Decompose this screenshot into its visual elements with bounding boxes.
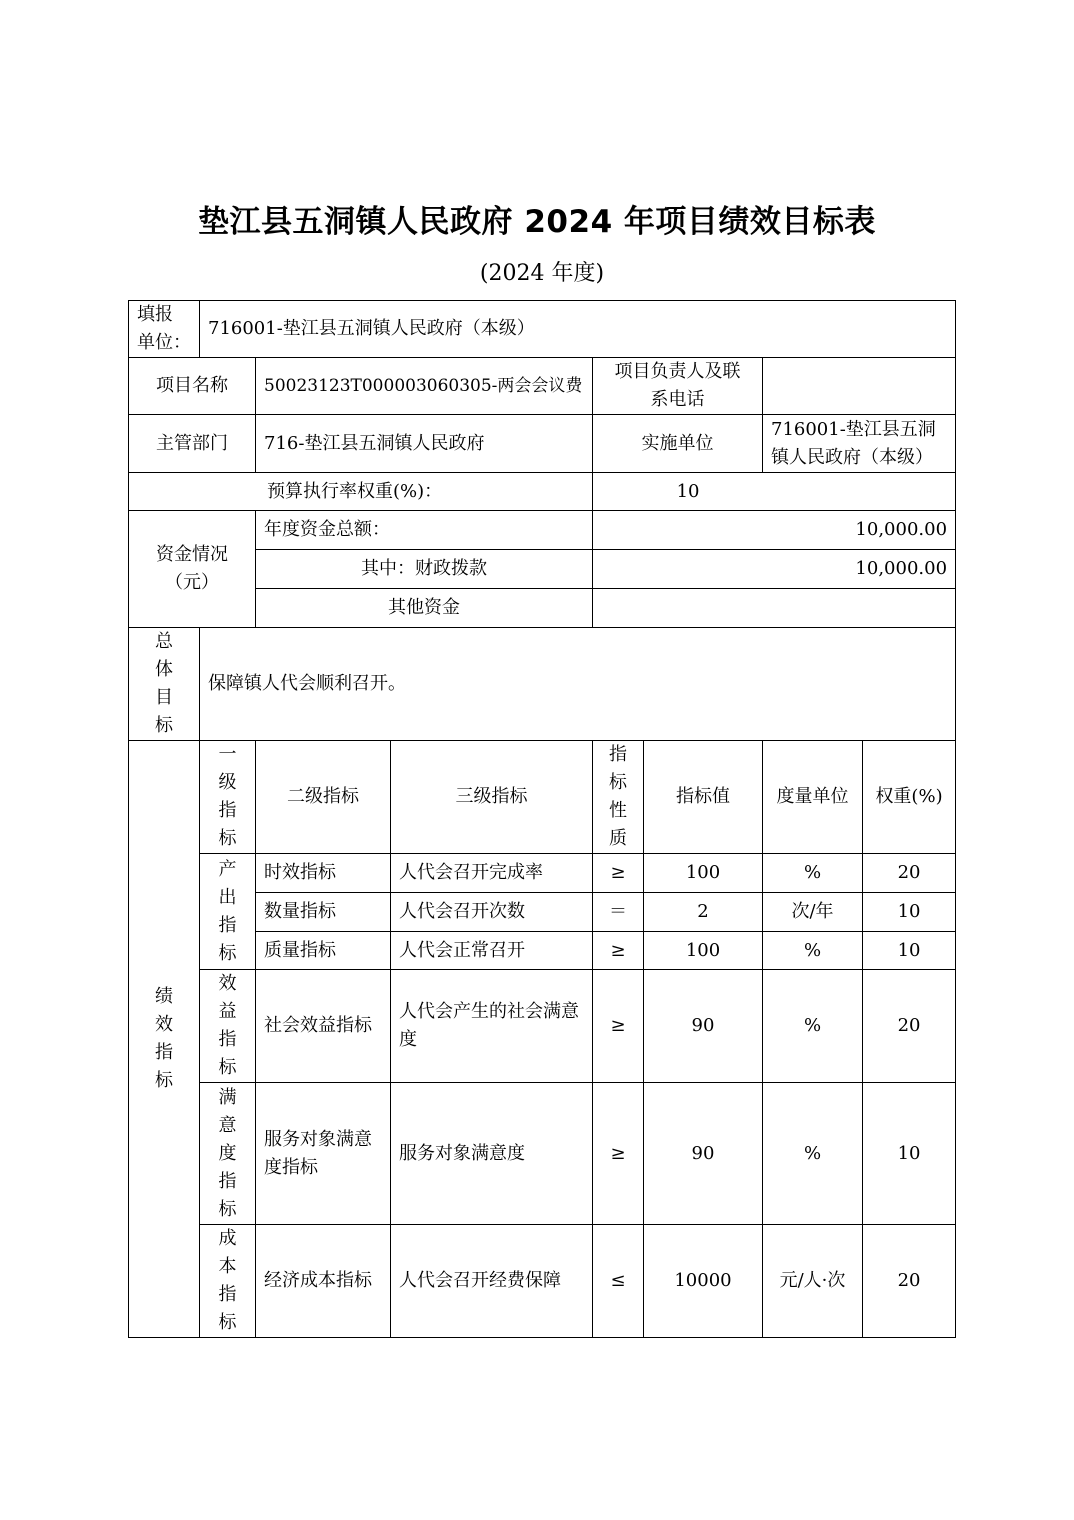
level1-indicator-char: 标 — [218, 942, 237, 964]
indicator-unit: % — [763, 970, 863, 1083]
indicator-value: 2 — [644, 893, 763, 932]
header-value: 指标值 — [644, 741, 763, 854]
level1-indicator-char: 产 — [218, 858, 237, 880]
indicator-weight: 20 — [863, 854, 956, 893]
overall-goal-label — [129, 628, 200, 741]
indicator-nature: ≤ — [593, 1225, 644, 1338]
page-title: 垫江县五洞镇人民政府 2024 年项目绩效目标表 — [198, 204, 876, 240]
performance-label-char: 标 — [155, 1070, 173, 1091]
header-nature-char: 性 — [609, 800, 627, 821]
header-weight: 权重(%) — [863, 741, 956, 854]
level1-indicator-char: 益 — [218, 1001, 237, 1022]
header-level1-char: 指 — [218, 800, 237, 821]
level1-indicator-char: 出 — [218, 886, 237, 908]
indicator-value: 100 — [644, 854, 763, 893]
header-nature-char: 标 — [609, 772, 627, 793]
indicator-row — [129, 854, 956, 893]
budget-weight-label: 预算执行率权重(%)： — [129, 473, 593, 511]
level2-indicator: 经济成本指标 — [256, 1225, 391, 1338]
level1-indicator-char: 指 — [218, 914, 237, 936]
fill-unit-label — [129, 301, 200, 358]
performance-table — [128, 300, 956, 1338]
overall-goal-label-char: 标 — [155, 715, 173, 736]
funds-fiscal-label: 其中：财政拨款 — [256, 550, 593, 589]
owner-label-line1: 项目负责人及联 — [614, 361, 741, 382]
impl-value-line2: 镇人民政府（本级） — [771, 446, 933, 468]
performance-indicators-label — [129, 741, 200, 1338]
funds-other-value — [593, 589, 956, 628]
header-level1-char: 一 — [218, 744, 237, 765]
indicator-nature: ≥ — [593, 932, 644, 970]
indicator-nature: ≥ — [593, 1083, 644, 1225]
level1-indicator — [200, 1225, 256, 1338]
level2-indicator: 质量指标 — [256, 932, 391, 970]
header-level3: 三级指标 — [391, 741, 593, 854]
impl-value — [763, 415, 956, 473]
funds-other-label: 其他资金 — [256, 589, 593, 628]
level1-indicator-char: 指 — [218, 1029, 237, 1050]
dept-label: 主管部门 — [129, 415, 256, 473]
header-level1-char: 标 — [218, 828, 237, 849]
indicator-value: 90 — [644, 970, 763, 1083]
project-name-value: 50023123T000003060305-两会会议费 — [256, 358, 593, 415]
indicator-weight: 20 — [863, 1225, 956, 1338]
level2-indicator: 数量指标 — [256, 893, 391, 932]
fill-unit-row — [129, 301, 956, 358]
level1-indicator-char: 效 — [218, 973, 237, 994]
owner-label — [593, 358, 763, 415]
header-unit: 度量单位 — [763, 741, 863, 854]
header-level1 — [200, 741, 256, 854]
level1-indicator-char: 标 — [218, 1057, 237, 1078]
overall-goal-label-char: 总 — [155, 631, 173, 652]
dept-row — [129, 415, 956, 473]
indicator-unit: 元/人·次 — [763, 1225, 863, 1338]
header-level2: 二级指标 — [256, 741, 391, 854]
indicator-row — [129, 970, 956, 1083]
overall-goal-label-char: 目 — [155, 687, 173, 708]
level3-indicator: 人代会召开经费保障 — [391, 1225, 593, 1338]
owner-label-line2: 系电话 — [650, 389, 705, 410]
page-subtitle: (2024 年度) — [479, 261, 605, 286]
level2-indicator: 时效指标 — [256, 854, 391, 893]
indicator-weight: 10 — [863, 1083, 956, 1225]
level1-indicator-char: 成 — [218, 1228, 237, 1249]
funds-total-row — [129, 511, 956, 550]
fill-unit-value: 716001-垫江县五洞镇人民政府（本级） — [200, 301, 956, 358]
level2-indicator: 社会效益指标 — [256, 970, 391, 1083]
level1-indicator-char: 度 — [218, 1142, 237, 1164]
indicator-value: 90 — [644, 1083, 763, 1225]
indicator-weight: 20 — [863, 970, 956, 1083]
funds-label-line1: 资金情况 — [156, 544, 228, 565]
indicator-unit: 次/年 — [763, 893, 863, 932]
indicator-weight: 10 — [863, 893, 956, 932]
fill-unit-label-line1: 填报 — [137, 304, 173, 325]
level1-indicator-char: 本 — [218, 1256, 237, 1277]
overall-goal-value: 保障镇人代会顺利召开。 — [200, 628, 956, 741]
level1-indicator-char: 意 — [218, 1114, 237, 1136]
indicator-header-row — [129, 741, 956, 854]
indicator-weight: 10 — [863, 932, 956, 970]
level1-indicator-char: 指 — [218, 1284, 237, 1305]
level3-indicator: 人代会产生的社会满意度 — [391, 970, 593, 1083]
budget-weight-value: 10 — [593, 473, 956, 511]
level2-indicator: 服务对象满意度指标 — [256, 1083, 391, 1225]
level1-indicator — [200, 1083, 256, 1225]
level1-indicator-char: 标 — [218, 1312, 237, 1333]
indicator-nature: ＝ — [593, 893, 644, 932]
funds-label-line2: （元） — [165, 572, 219, 593]
level3-indicator: 服务对象满意度 — [391, 1083, 593, 1225]
header-nature — [593, 741, 644, 854]
impl-value-line1: 716001-垫江县五洞 — [771, 418, 936, 440]
indicator-row — [129, 1225, 956, 1338]
budget-weight-row — [129, 473, 956, 511]
level1-indicator-char: 满 — [218, 1086, 237, 1108]
indicator-unit: % — [763, 854, 863, 893]
indicator-value: 10000 — [644, 1225, 763, 1338]
performance-label-char: 指 — [155, 1042, 173, 1063]
indicator-value: 100 — [644, 932, 763, 970]
project-name-label: 项目名称 — [129, 358, 256, 415]
dept-value: 716-垫江县五洞镇人民政府 — [256, 415, 593, 473]
fill-unit-label-line2: 单位： — [137, 332, 191, 353]
header-nature-char: 指 — [609, 744, 627, 765]
project-name-row — [129, 358, 956, 415]
level3-indicator: 人代会召开完成率 — [391, 854, 593, 893]
level1-indicator — [200, 854, 256, 970]
funds-total-label: 年度资金总额： — [256, 511, 593, 550]
owner-value — [763, 358, 956, 415]
overall-goal-row — [129, 628, 956, 741]
level3-indicator: 人代会召开次数 — [391, 893, 593, 932]
funds-label — [129, 511, 256, 628]
performance-label-char: 效 — [155, 1014, 173, 1035]
overall-goal-label-char: 体 — [155, 659, 173, 680]
header-level1-char: 级 — [218, 772, 237, 793]
level1-indicator — [200, 970, 256, 1083]
funds-fiscal-value: 10,000.00 — [593, 550, 956, 589]
level1-indicator-char: 指 — [218, 1170, 237, 1192]
indicator-nature: ≥ — [593, 854, 644, 893]
impl-label: 实施单位 — [593, 415, 763, 473]
header-nature-char: 质 — [609, 828, 627, 849]
indicator-nature: ≥ — [593, 970, 644, 1083]
level1-indicator-char: 标 — [218, 1198, 237, 1220]
indicator-unit: % — [763, 932, 863, 970]
level3-indicator: 人代会正常召开 — [391, 932, 593, 970]
indicator-row — [129, 1083, 956, 1225]
funds-total-value: 10,000.00 — [593, 511, 956, 550]
indicator-unit: % — [763, 1083, 863, 1225]
performance-label-char: 绩 — [155, 986, 173, 1007]
